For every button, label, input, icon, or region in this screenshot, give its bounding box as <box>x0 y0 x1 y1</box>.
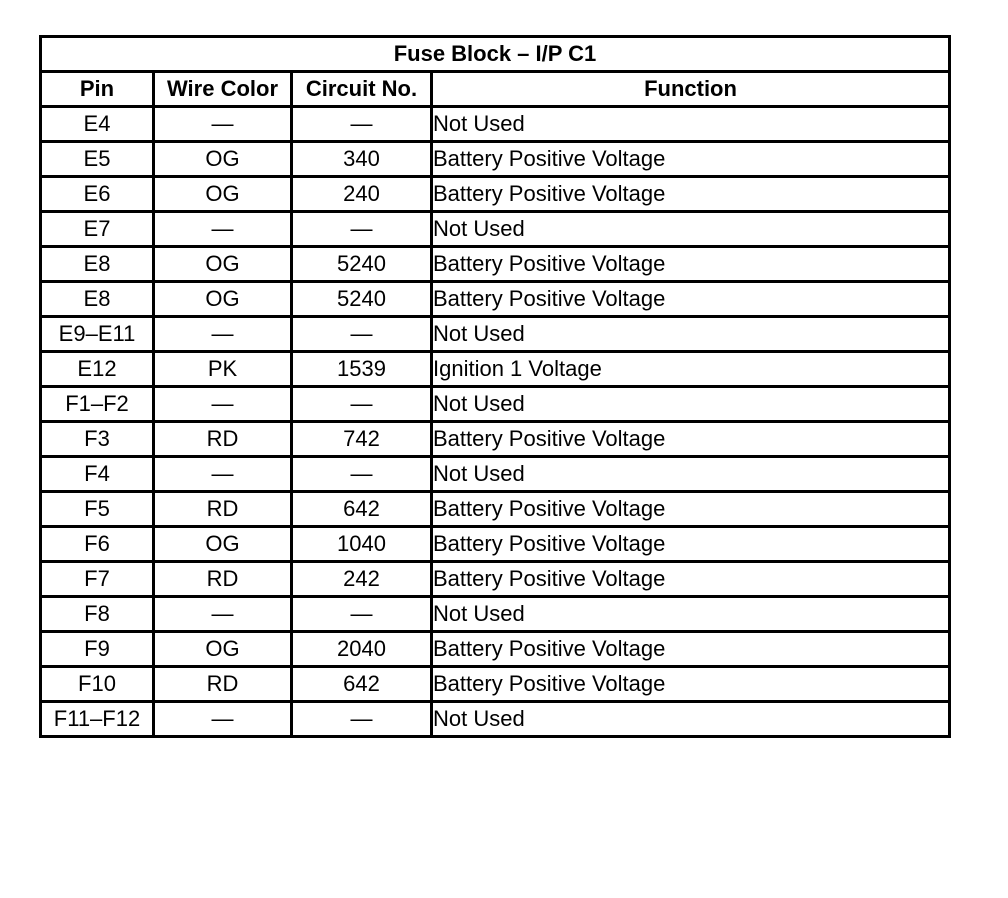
cell-circuit-no: 2040 <box>292 632 432 667</box>
table-row <box>41 492 950 527</box>
cell-wire-color: — <box>154 387 292 422</box>
cell-function: Ignition 1 Voltage <box>432 352 950 387</box>
cell-pin: F6 <box>41 527 154 562</box>
cell-pin: E8 <box>41 282 154 317</box>
connector-pin-table <box>39 35 951 738</box>
header-wire-color: Wire Color <box>154 72 292 107</box>
pin-table-container <box>39 35 951 738</box>
header-row <box>41 72 950 107</box>
table-row <box>41 667 950 702</box>
cell-circuit-no: — <box>292 212 432 247</box>
cell-wire-color: — <box>154 107 292 142</box>
cell-circuit-no: 642 <box>292 667 432 702</box>
cell-wire-color: — <box>154 317 292 352</box>
cell-pin: E4 <box>41 107 154 142</box>
cell-function: Battery Positive Voltage <box>432 527 950 562</box>
cell-wire-color: — <box>154 597 292 632</box>
cell-pin: F1–F2 <box>41 387 154 422</box>
cell-function: Battery Positive Voltage <box>432 177 950 212</box>
cell-function: Battery Positive Voltage <box>432 142 950 177</box>
cell-circuit-no: 742 <box>292 422 432 457</box>
cell-pin: F4 <box>41 457 154 492</box>
table-row <box>41 597 950 632</box>
cell-pin: F11–F12 <box>41 702 154 737</box>
cell-pin: F5 <box>41 492 154 527</box>
cell-function: Not Used <box>432 107 950 142</box>
cell-wire-color: PK <box>154 352 292 387</box>
cell-wire-color: OG <box>154 247 292 282</box>
cell-function: Not Used <box>432 597 950 632</box>
cell-wire-color: RD <box>154 667 292 702</box>
cell-pin: E5 <box>41 142 154 177</box>
cell-wire-color: — <box>154 457 292 492</box>
table-row <box>41 702 950 737</box>
cell-function: Not Used <box>432 457 950 492</box>
cell-function: Not Used <box>432 702 950 737</box>
cell-circuit-no: — <box>292 457 432 492</box>
table-row <box>41 317 950 352</box>
cell-pin: E7 <box>41 212 154 247</box>
table-row <box>41 282 950 317</box>
cell-function: Battery Positive Voltage <box>432 422 950 457</box>
table-row <box>41 177 950 212</box>
cell-circuit-no: 242 <box>292 562 432 597</box>
cell-circuit-no: 1539 <box>292 352 432 387</box>
cell-wire-color: OG <box>154 282 292 317</box>
cell-circuit-no: 1040 <box>292 527 432 562</box>
cell-circuit-no: — <box>292 107 432 142</box>
table-row <box>41 527 950 562</box>
cell-circuit-no: 240 <box>292 177 432 212</box>
table-row <box>41 142 950 177</box>
cell-wire-color: OG <box>154 177 292 212</box>
header-function: Function <box>432 72 950 107</box>
cell-pin: E6 <box>41 177 154 212</box>
table-row <box>41 562 950 597</box>
cell-function: Battery Positive Voltage <box>432 667 950 702</box>
cell-function: Not Used <box>432 317 950 352</box>
cell-circuit-no: 340 <box>292 142 432 177</box>
cell-circuit-no: 5240 <box>292 247 432 282</box>
cell-function: Battery Positive Voltage <box>432 492 950 527</box>
table-row <box>41 212 950 247</box>
table-row <box>41 422 950 457</box>
title-row <box>41 37 950 72</box>
header-circuit-no: Circuit No. <box>292 72 432 107</box>
cell-circuit-no: 5240 <box>292 282 432 317</box>
cell-function: Battery Positive Voltage <box>432 562 950 597</box>
table-title: Fuse Block – I/P C1 <box>41 37 950 72</box>
cell-pin: F10 <box>41 667 154 702</box>
cell-wire-color: — <box>154 212 292 247</box>
table-row <box>41 352 950 387</box>
table-row <box>41 632 950 667</box>
cell-wire-color: RD <box>154 562 292 597</box>
table-body <box>41 107 950 737</box>
cell-pin: F3 <box>41 422 154 457</box>
cell-pin: E8 <box>41 247 154 282</box>
table-row <box>41 457 950 492</box>
cell-function: Battery Positive Voltage <box>432 632 950 667</box>
cell-circuit-no: — <box>292 317 432 352</box>
cell-wire-color: OG <box>154 632 292 667</box>
cell-function: Battery Positive Voltage <box>432 282 950 317</box>
cell-pin: F9 <box>41 632 154 667</box>
cell-function: Not Used <box>432 387 950 422</box>
cell-circuit-no: — <box>292 702 432 737</box>
cell-function: Not Used <box>432 212 950 247</box>
cell-pin: F7 <box>41 562 154 597</box>
table-row <box>41 387 950 422</box>
cell-circuit-no: 642 <box>292 492 432 527</box>
cell-wire-color: OG <box>154 142 292 177</box>
cell-wire-color: — <box>154 702 292 737</box>
cell-circuit-no: — <box>292 597 432 632</box>
cell-pin: E9–E11 <box>41 317 154 352</box>
table-row <box>41 107 950 142</box>
cell-pin: E12 <box>41 352 154 387</box>
table-row <box>41 247 950 282</box>
cell-function: Battery Positive Voltage <box>432 247 950 282</box>
cell-pin: F8 <box>41 597 154 632</box>
cell-wire-color: RD <box>154 492 292 527</box>
cell-wire-color: OG <box>154 527 292 562</box>
header-pin: Pin <box>41 72 154 107</box>
cell-wire-color: RD <box>154 422 292 457</box>
cell-circuit-no: — <box>292 387 432 422</box>
